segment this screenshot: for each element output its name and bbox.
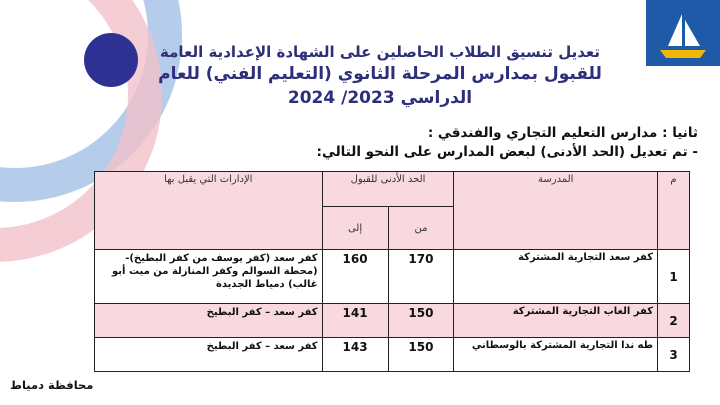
row-areas: كفر سعد – كفر البطيخ [95,338,323,372]
section-heading [317,124,698,162]
table-row [95,338,690,372]
row-school: كفر سعد التجارية المشتركة [454,250,658,304]
row-school: طه ندا التجارية المشتركة بالوسطاني [454,338,658,372]
row-from: 150 [388,338,454,372]
header-school: المدرسة [454,172,658,250]
logo [646,0,720,66]
table-header-row [95,172,690,207]
row-areas: كفر سعد – كفر البطيخ [95,304,323,338]
header-areas: الإدارات التي يقبل بها [95,172,323,250]
page-title [150,42,610,110]
schools-table [94,171,690,372]
footer-governorate: محافظة دمياط [10,378,94,392]
row-to: 160 [322,250,388,304]
title-line-1: تعديل تنسيق الطلاب الحاصلين على الشهادة الإعدادية العامة [159,43,601,61]
row-index: 1 [658,250,690,304]
row-to: 143 [322,338,388,372]
header-index: م [658,172,690,250]
navy-dot-decoration [84,33,138,87]
row-areas: كفر سعد (كفر يوسف من كفر البطيخ)-(محطة السوالم وكفر المنازلة من ميت أبو غالب) دمياط الجديدة [95,250,323,304]
row-index: 3 [658,338,690,372]
section-subtitle: - تم تعديل (الحد الأدنى) لبعض المدارس على النحو التالي: [316,144,698,160]
title-line-2: للقبول بمدارس المرحلة الثانوي (التعليم الفني) للعام الدراسي 2023/ 2024 [158,64,602,108]
table-row [95,304,690,338]
row-to: 141 [322,304,388,338]
row-school: كفر الغاب التجارية المشتركة [454,304,658,338]
header-min-score: الحد الأدنى للقبول [322,172,454,207]
row-index: 2 [658,304,690,338]
section-title: ثانيا : مدارس التعليم التجاري والفندقي : [427,125,698,141]
table-row [95,250,690,304]
header-from: من [388,207,454,250]
sailboat-logo-icon [646,0,720,66]
row-from: 150 [388,304,454,338]
row-from: 170 [388,250,454,304]
header-to: إلى [322,207,388,250]
